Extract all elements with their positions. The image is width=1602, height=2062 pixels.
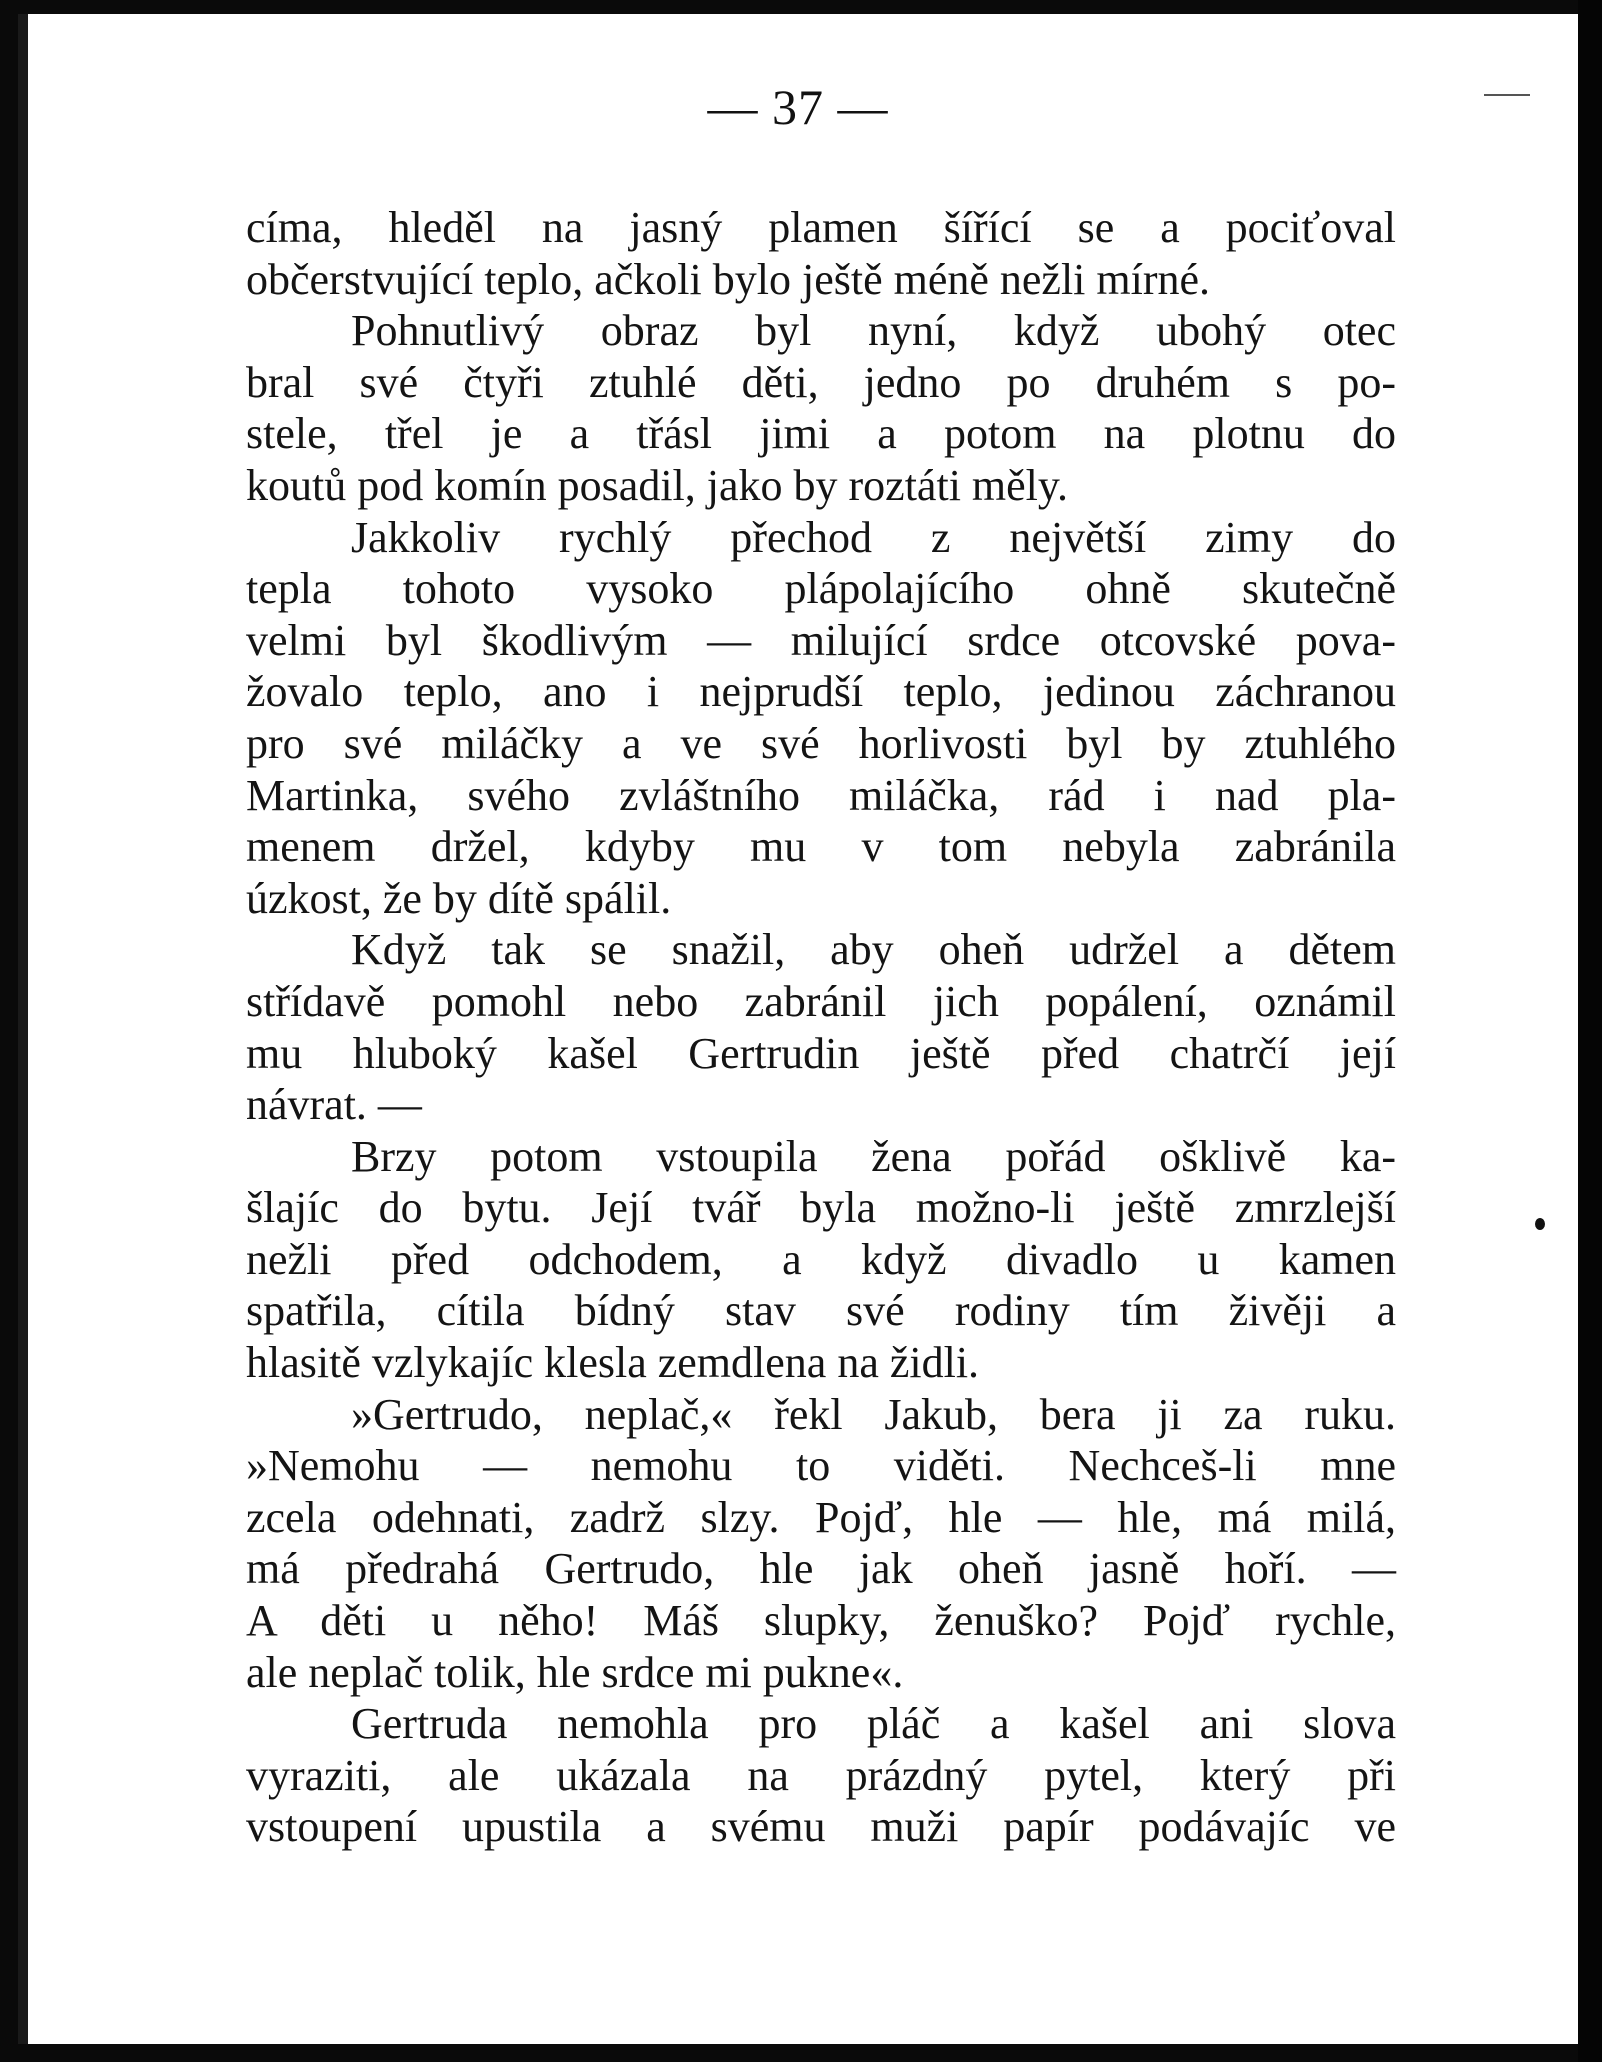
text-line: ale neplač tolik, hle srdce mi pukne«. xyxy=(246,1647,904,1697)
text-line: nežli před odchodem, a když divadlo u kamen xyxy=(246,1234,1396,1284)
text-line: Brzy potom vstoupila žena pořád ošklivě ka- xyxy=(351,1131,1396,1181)
text-line: návrat. — xyxy=(246,1080,422,1130)
text-line: tepla tohoto vysoko plápolajícího ohně skutečně xyxy=(246,564,1396,614)
page-number: — 37 — xyxy=(707,79,889,135)
text-line: »Gertrudo, neplač,« řekl Jakub, bera ji za ruku. xyxy=(351,1389,1396,1439)
text-line: zcela odehnati, zadrž slzy. Pojď, hle — hle, má milá, xyxy=(246,1492,1396,1542)
text-line: střídavě pomohl nebo zabránil jich popálení, oznámil xyxy=(246,976,1396,1026)
text-line: Martinka, svého zvláštního miláčka, rád i nad pla- xyxy=(246,770,1396,820)
book-page xyxy=(18,14,1578,2044)
text-line: velmi byl škodlivým — milující srdce otcovské pova- xyxy=(246,615,1396,665)
text-line: mu hluboký kašel Gertrudin ještě před chatrčí její xyxy=(246,1028,1396,1078)
text-line: »Nemohu — nemohu to viděti. Nechceš-li mne xyxy=(246,1441,1396,1491)
text-line: Když tak se snažil, aby oheň udržel a dětem xyxy=(351,925,1396,975)
text-line: bral své čtyři ztuhlé děti, jedno po druhém s po- xyxy=(246,357,1396,407)
ink-speck xyxy=(1535,1218,1545,1230)
text-line: koutů pod komín posadil, jako by roztáti měly. xyxy=(246,460,1069,510)
text-line: úzkost, že by dítě spálil. xyxy=(246,873,672,923)
text-line: címa, hleděl na jasný plamen šířící se a pociťoval xyxy=(246,203,1396,252)
page-left-edge xyxy=(18,14,28,2044)
margin-mark xyxy=(1484,94,1530,96)
text-line: má předrahá Gertrudo, hle jak oheň jasně hoří. — xyxy=(246,1544,1396,1594)
text-line: spatřila, cítila bídný stav své rodiny tím živěji a xyxy=(246,1286,1396,1336)
text-line: menem držel, kdyby mu v tom nebyla zabránila xyxy=(246,822,1396,872)
text-line: šlajíc do bytu. Její tvář byla možno-li ještě zmrzlejší xyxy=(246,1183,1396,1233)
text-line: stele, třel je a třásl jimi a potom na plotnu do xyxy=(246,409,1396,459)
text-line: vstoupení upustila a svému muži papír podávajíc ve xyxy=(246,1802,1396,1852)
text-line: žovalo teplo, ano i nejprudší teplo, jedinou záchranou xyxy=(246,667,1396,717)
text-line: Gertruda nemohla pro pláč a kašel ani slova xyxy=(351,1699,1396,1749)
body-text xyxy=(246,202,1396,1853)
text-line: hlasitě vzlykajíc klesla zemdlena na židli. xyxy=(246,1338,980,1388)
page-right-edge xyxy=(1578,0,1602,2062)
text-line: Pohnutlivý obraz byl nyní, když ubohý otec xyxy=(351,306,1396,356)
text-line: Jakkoliv rychlý přechod z největší zimy do xyxy=(351,512,1396,562)
text-line: A děti u něho! Máš slupky, ženuško? Pojď rychle, xyxy=(246,1596,1396,1646)
text-line: pro své miláčky a ve své horlivosti byl by ztuhlého xyxy=(246,718,1396,768)
text-line: občerstvující teplo, ačkoli bylo ještě méně nežli mírné. xyxy=(246,254,1211,304)
text-line: vyraziti, ale ukázala na prázdný pytel, který při xyxy=(246,1750,1396,1800)
